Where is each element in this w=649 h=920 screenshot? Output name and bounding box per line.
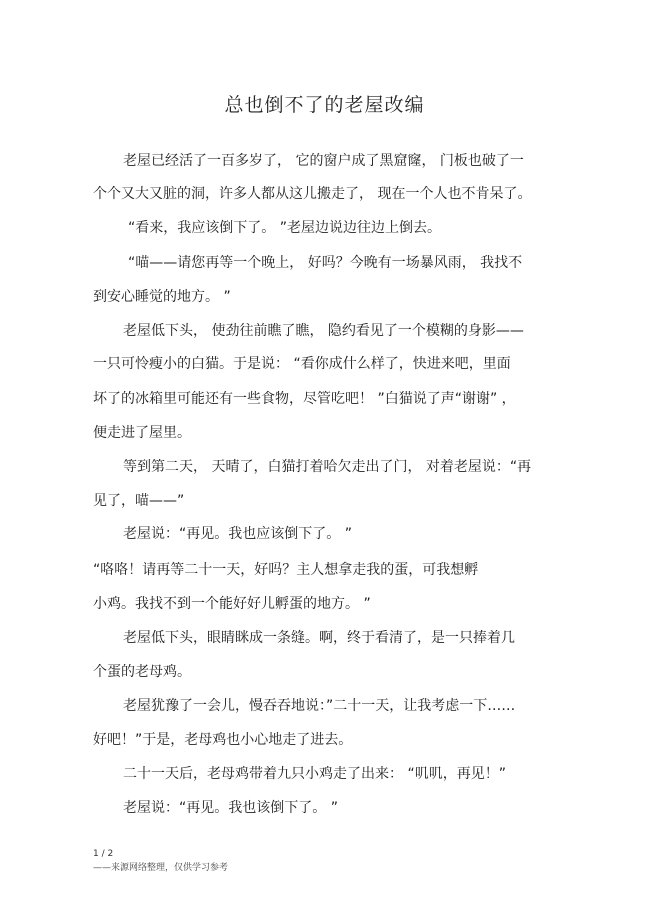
document-title: 总也倒不了的老屋改编 — [224, 94, 425, 116]
source-note: ——来源网络整理，仅供学习参考 — [93, 863, 229, 873]
text-line: 一只可怜瘦小的白猫。于是说： “看你成什么样了，快进来吧，里面 — [93, 356, 511, 372]
page-number: 1 / 2 — [93, 849, 114, 859]
text-line: 坏了的冰箱里可能还有一些食物，尽管吃吧！ ”白猫说了声“谢谢” ， — [93, 391, 516, 407]
text-line: 老屋说：“再见。我也该倒下了。 ” — [123, 800, 338, 816]
text-line: 小鸡。我找不到一个能好好儿孵蛋的地方。 ” — [93, 596, 371, 612]
text-line: 个个又大又脏的洞，许多人都从这儿搬走了， 现在一个人也不肯呆了。 — [93, 186, 532, 202]
text-line: “咯咯！请再等二十一天，好吗？主人想拿走我的蛋，可我想孵 — [93, 562, 479, 578]
text-line: 老屋已经活了一百多岁了， 它的窗户成了黑窟窿， 门板也破了一 — [123, 153, 524, 169]
text-line: 老屋犹豫了一会儿，慢吞吞地说：”二十一天，让我考虑一下…… — [123, 698, 516, 714]
text-line: 见了，喵——” — [93, 493, 185, 509]
text-line: “看来，我应该倒下了。 ”老屋边说边往边上倒去。 — [128, 220, 441, 236]
text-line: 二十一天后，老母鸡带着九只小鸡走了出来： “叽叽，再见！” — [123, 766, 506, 782]
text-line: 好吧！”于是，老母鸡也小心地走了进去。 — [93, 732, 353, 748]
text-line: 便走进了屋里。 — [93, 425, 191, 441]
text-line: 到安心睡觉的地方。 ” — [93, 289, 231, 305]
text-line: 老屋低下头， 使劲往前瞧了瞧， 隐约看见了一个模糊的身影—— — [123, 323, 524, 339]
text-line: 个蛋的老母鸡。 — [93, 664, 191, 680]
text-line: “喵——请您再等一个晚上， 好吗？今晚有一场暴风雨， 我找不 — [128, 255, 523, 271]
text-line: 老屋说：“再见。我也应该倒下了。 ” — [123, 526, 352, 542]
text-line: 老屋低下头，眼睛眯成一条缝。啊，终于看清了，是一只捧着几 — [123, 630, 515, 646]
text-line: 等到第二天， 天晴了，白猫打着哈欠走出了门， 对着老屋说：“再 — [123, 459, 532, 475]
